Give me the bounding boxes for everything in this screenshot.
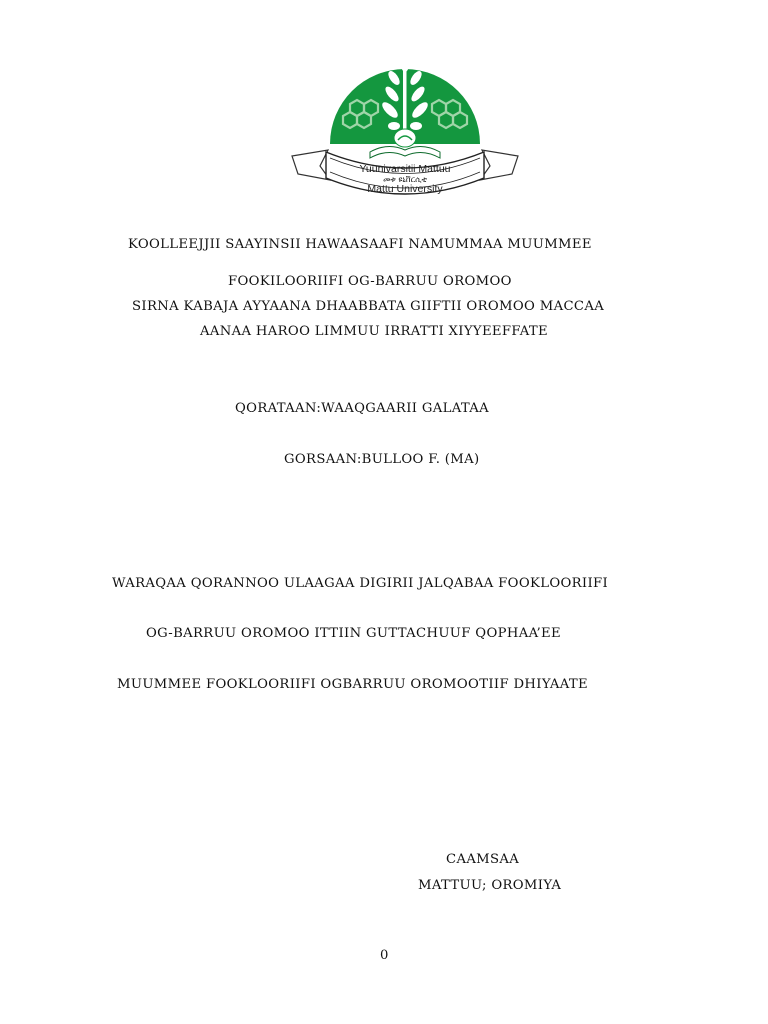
purpose-line1: WARAQAA QORANNOO ULAAGAA DIGIRII JALQABAA FOOKLOORIIFI — [112, 576, 609, 591]
college-heading: KOOLLEEJJII SAAYINSII HAWAASAAFI NAMUMMAA MUUMMEE — [128, 237, 592, 252]
thesis-title-line1: SIRNA KABAJA AYYAANA DHAABBATA GIIFTII OROMOO MACCAA — [132, 299, 605, 314]
purpose-line3: MUUMMEE FOOKLOORIIFI OGBARRUU OROMOOTIIF DHIYAATE — [117, 677, 589, 692]
svg-text:Mattu University: Mattu University — [367, 183, 443, 195]
department-heading: FOOKILOORIIFI OG-BARRUU OROMOO — [228, 274, 512, 289]
date-line: CAAMSAA — [446, 852, 520, 867]
svg-text:መቱ ዩኒቨርሲቲ: መቱ ዩኒቨርሲቲ — [383, 175, 427, 184]
university-logo — [290, 44, 520, 209]
purpose-line2: OG-BARRUU OROMOO ITTIIN GUTTACHUUF QOPHAA’EE — [146, 626, 562, 641]
thesis-title-line2: AANAA HAROO LIMMUU IRRATTI XIYYEEFFATE — [200, 324, 549, 339]
svg-text:Yuunivarsitii Mattuu: Yuunivarsitii Mattuu — [359, 163, 451, 175]
place-line: MATTUU; OROMIYA — [418, 878, 562, 893]
advisor-line: GORSAAN:BULLOO F. (MA) — [284, 452, 480, 467]
author-line: QORATAAN:WAAQGAARII GALATAA — [235, 401, 490, 416]
page-number: 0 — [380, 948, 389, 963]
